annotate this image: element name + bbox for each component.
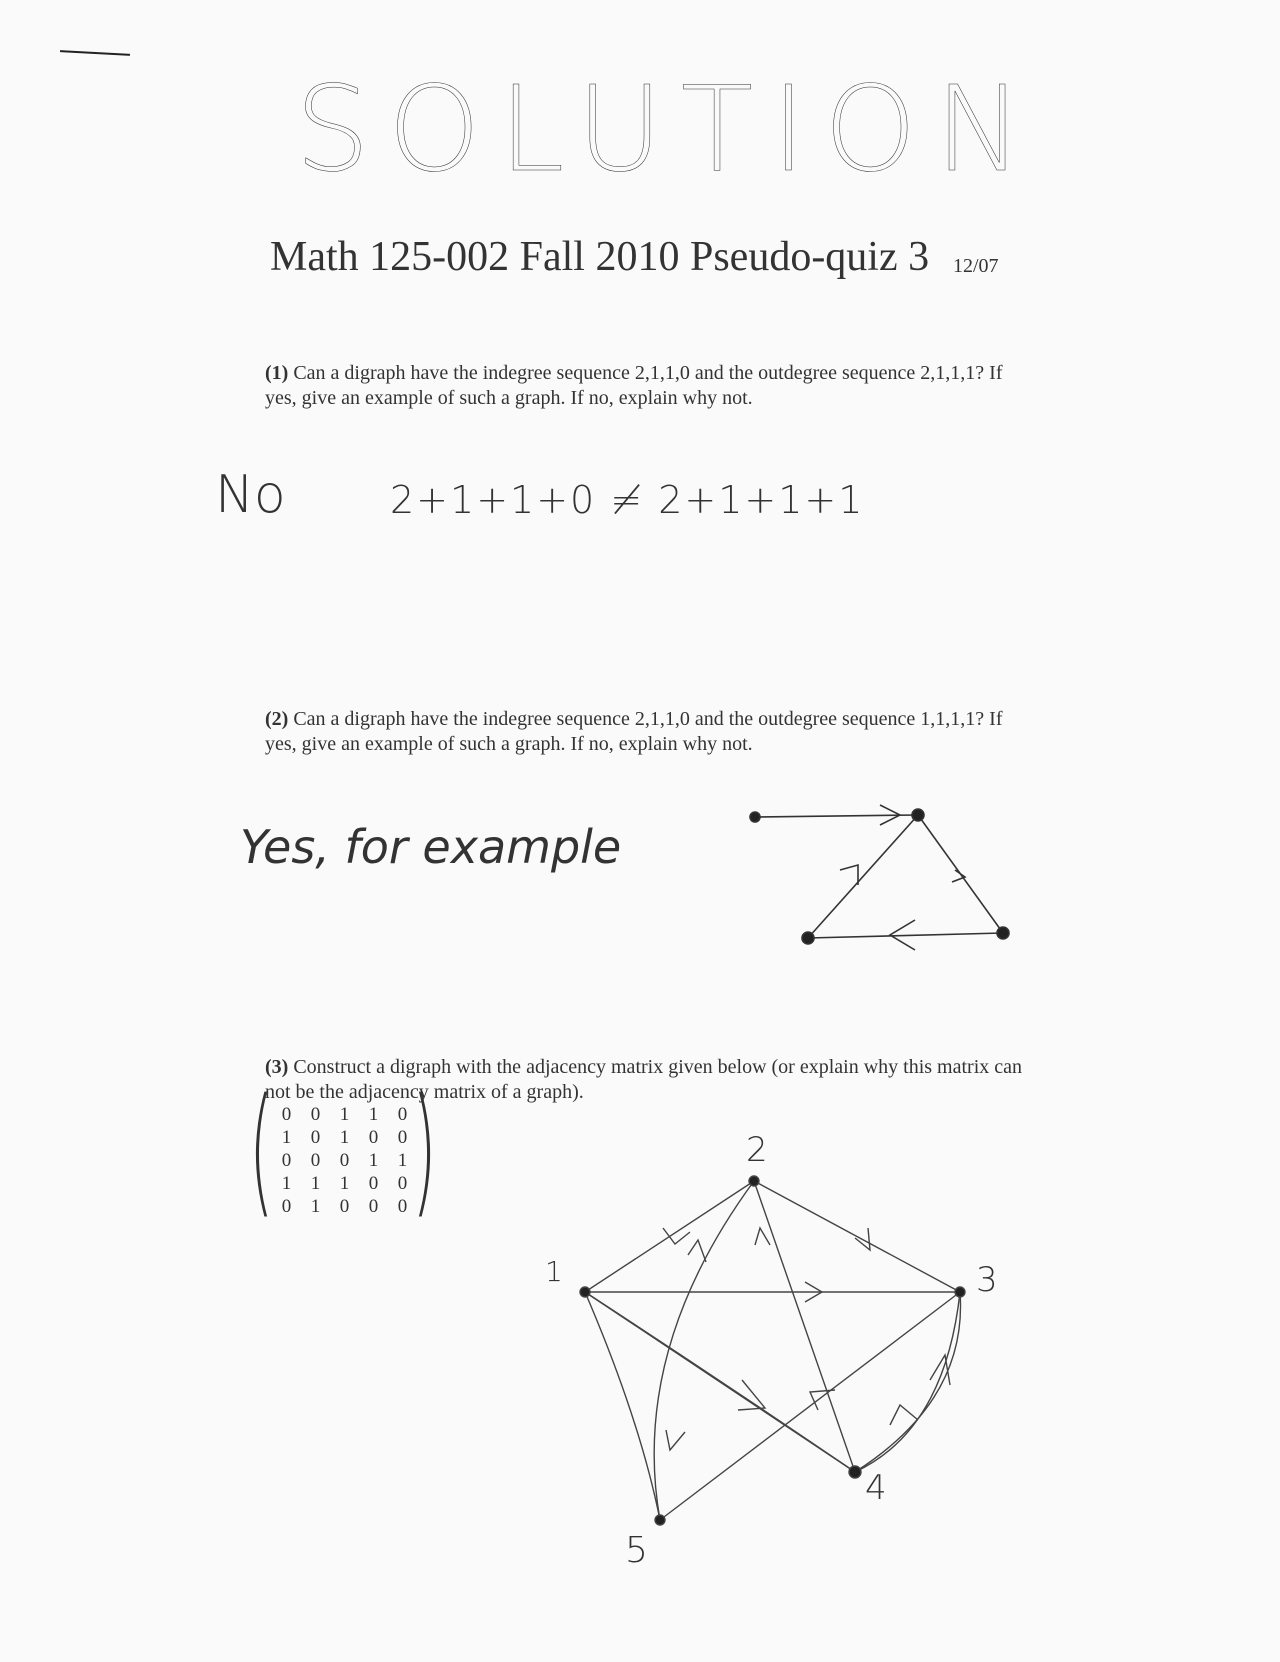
- left-paren: (: [249, 1069, 274, 1232]
- quiz-date: 12/07: [953, 255, 999, 277]
- matrix-cell: 1: [310, 1195, 321, 1217]
- edge-4-3: [855, 1292, 960, 1472]
- arrow-4-2: [755, 1228, 770, 1245]
- matrix-cell: 0: [368, 1195, 379, 1217]
- example-digraph-q2: [750, 805, 1009, 950]
- vertex-3: [955, 1287, 965, 1297]
- vertex-label-4: 4: [865, 1468, 887, 1508]
- matrix-cell: 1: [397, 1149, 408, 1171]
- question-number: (3): [265, 1056, 289, 1078]
- matrix-cell: 0: [368, 1172, 379, 1194]
- answer-1-equation: 2+1+1+0 ≠ 2+1+1+1: [390, 478, 865, 522]
- matrix-cell: 1: [281, 1126, 292, 1148]
- vertex-a: [750, 812, 760, 822]
- arrow-d-b: [840, 865, 858, 885]
- matrix-cell: 0: [368, 1126, 379, 1148]
- edge-d-b: [808, 815, 918, 938]
- edge-2-3: [754, 1181, 960, 1292]
- matrix-cell: 1: [339, 1172, 350, 1194]
- matrix-cell: 0: [310, 1126, 321, 1148]
- matrix-cell: 0: [339, 1149, 350, 1171]
- matrix-cell: 1: [310, 1172, 321, 1194]
- question-number: (1): [265, 362, 289, 384]
- vertex-label-1: 1: [545, 1255, 563, 1288]
- matrix-cell: 1: [368, 1149, 379, 1171]
- matrix-cell: 0: [397, 1172, 408, 1194]
- vertex-5: [655, 1515, 665, 1525]
- edge-3-4: [855, 1292, 961, 1472]
- matrix-cell: 0: [397, 1195, 408, 1217]
- matrix-cell: 0: [281, 1195, 292, 1217]
- arrow-5-2: [688, 1240, 706, 1262]
- edge-c-d: [808, 933, 1003, 938]
- vertex-label-2: 2: [746, 1130, 768, 1170]
- edge-4-2: [754, 1181, 855, 1472]
- edge-5-2: [654, 1181, 754, 1520]
- matrix-cell: 1: [281, 1172, 292, 1194]
- edge-a-b: [755, 815, 918, 817]
- answer-1-no: No: [215, 465, 286, 525]
- quiz-title: Math 125-002 Fall 2010 Pseudo-quiz 3: [270, 234, 930, 280]
- answer-2-text: Yes, for example: [240, 820, 622, 874]
- matrix-digraph-q3: [580, 1176, 965, 1525]
- vertex-label-3: 3: [976, 1260, 998, 1300]
- vertex-d: [802, 932, 814, 944]
- question-number: (2): [265, 708, 289, 730]
- vertex-4: [849, 1466, 861, 1478]
- matrix-cell: 0: [281, 1103, 292, 1125]
- vertex-b: [912, 809, 924, 821]
- vertex-c: [997, 927, 1009, 939]
- question-text: Can a digraph have the indegree sequence 2,1,1,0 and the outdegree sequence 2,1,1,1? If yes, give an example of such a graph. If no, explain why not.: [265, 362, 1003, 409]
- edge-1-5-curve: [585, 1292, 660, 1520]
- matrix-cell: 0: [281, 1149, 292, 1171]
- matrix-cell: 0: [397, 1103, 408, 1125]
- vertex-label-5: 5: [625, 1530, 648, 1571]
- matrix-cell: 1: [339, 1126, 350, 1148]
- matrix-cell: 0: [310, 1149, 321, 1171]
- matrix-cell: 0: [339, 1195, 350, 1217]
- arrow-2-1: [663, 1228, 690, 1244]
- question-text: Can a digraph have the indegree sequence 2,1,1,0 and the outdegree sequence 1,1,1,1? If yes, give an example of such a graph. If no, explain why not.: [265, 708, 1003, 755]
- vertex-1: [580, 1287, 590, 1297]
- right-paren: ): [412, 1069, 437, 1232]
- arrow-b-c: [952, 870, 965, 882]
- matrix-cell: 1: [339, 1103, 350, 1125]
- edge-3-5: [660, 1292, 960, 1520]
- matrix-cell: 0: [310, 1103, 321, 1125]
- vertex-2: [749, 1176, 759, 1186]
- arrow-3-5: [810, 1390, 835, 1410]
- arrow-3-4: [890, 1405, 918, 1425]
- arrow-5-1: [666, 1430, 685, 1450]
- question-text: Construct a digraph with the adjacency matrix given below (or explain why this matrix can not be the adjacency matrix of a graph).: [265, 1056, 1023, 1103]
- solution-title: SOLUTION: [295, 60, 1042, 198]
- matrix-cell: 0: [397, 1126, 408, 1148]
- matrix-cell: 1: [368, 1103, 379, 1125]
